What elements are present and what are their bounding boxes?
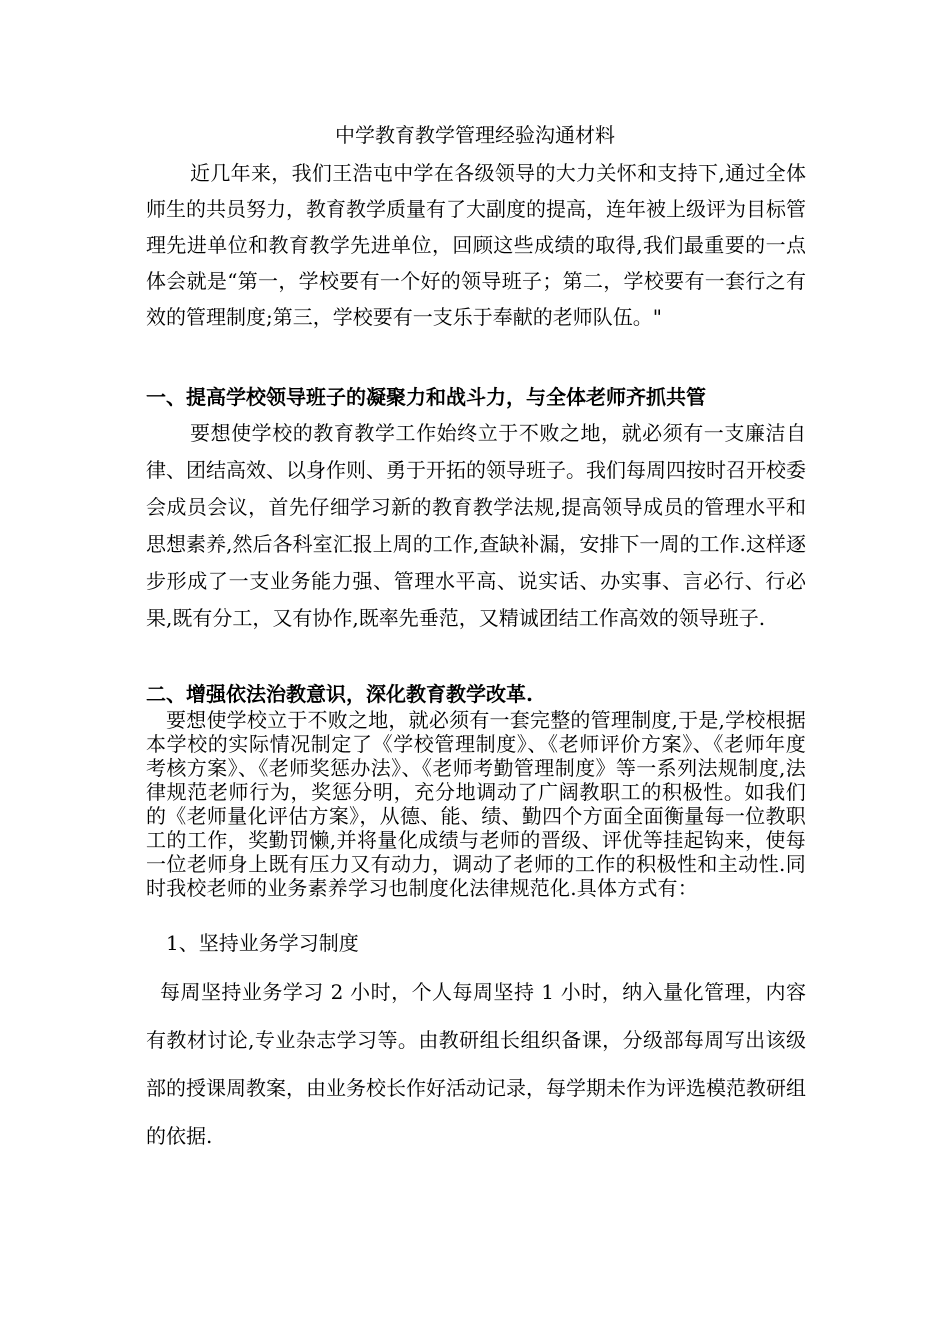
intro-paragraph: 近几年来，我们王浩屯中学在各级领导的大力关怀和支持下,通过全体师生的共员努力，教育教学质量有了大副度的提高，连年被上级评为目标管理先进单位和教育教学先进单位，回顾这些成绩的取得,我们最重要的一点体会就是“第一，学校要有一个好的领导班子；第二，学校要有一套行之有效的管理制度;第三，学校要有一支乐于奉献的老师队伍。" (146, 161, 806, 329)
list-item-1-heading: 1、坚持业务学习制度 (166, 931, 359, 955)
list-item-1-paragraph: 每周坚持业务学习 2 小时，个人每周坚持 1 小时，纳入量化管理，内容有教材讨论,专业杂志学习等。由教研组长组织备课，分级部每周写出该级部的授课周教案，由业务校长作好活动记录，每学期未作为评选模范教研组的依据. (146, 980, 806, 1148)
section1-paragraph: 要想使学校的教育教学工作始终立于不败之地，就必须有一支廉洁自律、团结高效、以身作则、勇于开拓的领导班子。我们每周四按时召开校委会成员会议，首先仔细学习新的教育教学法规,提高领导成员的管理水平和思想素养,然后各科室汇报上周的工作,查缺补漏，安排下一周的工作.这样逐步形成了一支业务能力强、管理水平高、说实话、办实事、言必行、行必果,既有分工，又有协作,既率先垂范，又精诚团结工作高效的领导班子. (146, 421, 806, 630)
section2-heading: 二、增强依法治教意识，深化教育教学改革. (146, 682, 533, 706)
document-title: 中学教育教学管理经验沟通材料 (335, 123, 615, 147)
section2-paragraph: 要想使学校立于不败之地，就必须有一套完整的管理制度,于是,学校根据本学校的实际情况制定了《学校管理制度》、《老师评价方案》、《老师年度考核方案》、《老师奖惩办法》、《老师考勤管理制度》等一系列法规制度,法律规范老师行为，奖惩分明，充分地调动了广阔教职工的积极性。如我们的《老师量化评估方案》，从德、能、绩、勤四个方面全面衡量每一位教职工的工作，奖勤罚懒,并将量化成绩与老师的晋级、评优等挂起钩来，使每一位老师身上既有压力又有动力，调动了老师的工作的积极性和主动性.同时我校老师的业务素养学习也制度化法律规范化.具体方式有： (146, 708, 806, 900)
section1-heading: 一、提高学校领导班子的凝聚力和战斗力，与全体老师齐抓共管 (146, 385, 706, 409)
